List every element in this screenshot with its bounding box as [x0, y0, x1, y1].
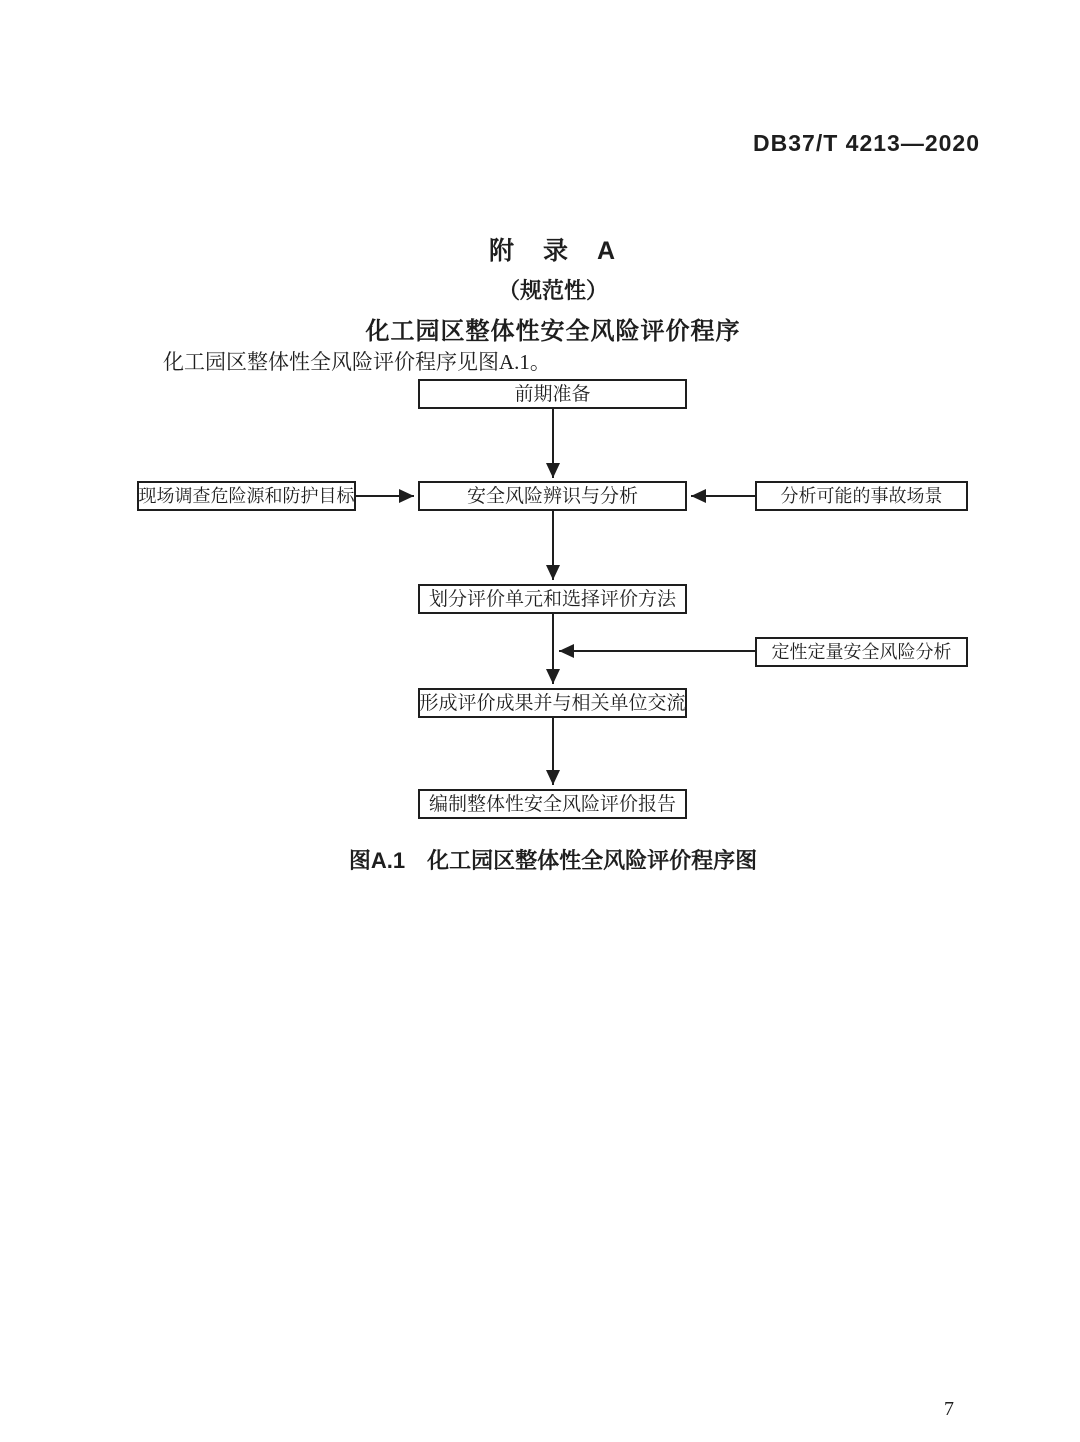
appendix-heading: 化工园区整体性安全风险评价程序 [365, 318, 741, 345]
flowchart-box-qualitative-quantitative-analysis: 定性定量安全风险分析 [755, 637, 968, 667]
flowchart-box-accident-scenarios: 分析可能的事故场景 [755, 481, 968, 511]
flowchart-box-risk-identification: 安全风险辨识与分析 [418, 481, 687, 511]
flowchart-box-form-results-exchange: 形成评价成果并与相关单位交流 [418, 688, 687, 718]
flowchart-box-site-survey: 现场调查危险源和防护目标 [137, 481, 356, 511]
flowchart-box-preliminary-preparation: 前期准备 [418, 379, 687, 409]
flowchart-box-evaluation-units-methods: 划分评价单元和选择评价方法 [418, 584, 687, 614]
appendix-title: 附 录 A [488, 237, 618, 265]
intro-paragraph: 化工园区整体性全风险评价程序见图A.1。 [163, 350, 551, 374]
appendix-subtitle: （规范性） [497, 278, 608, 303]
figure-caption: 图A.1 化工园区整体性全风险评价程序图 [348, 848, 758, 873]
page-number: 7 [944, 1398, 954, 1420]
flowchart-box-compile-report: 编制整体性安全风险评价报告 [418, 789, 687, 819]
standard-code: DB37/T 4213—2020 [753, 130, 980, 156]
